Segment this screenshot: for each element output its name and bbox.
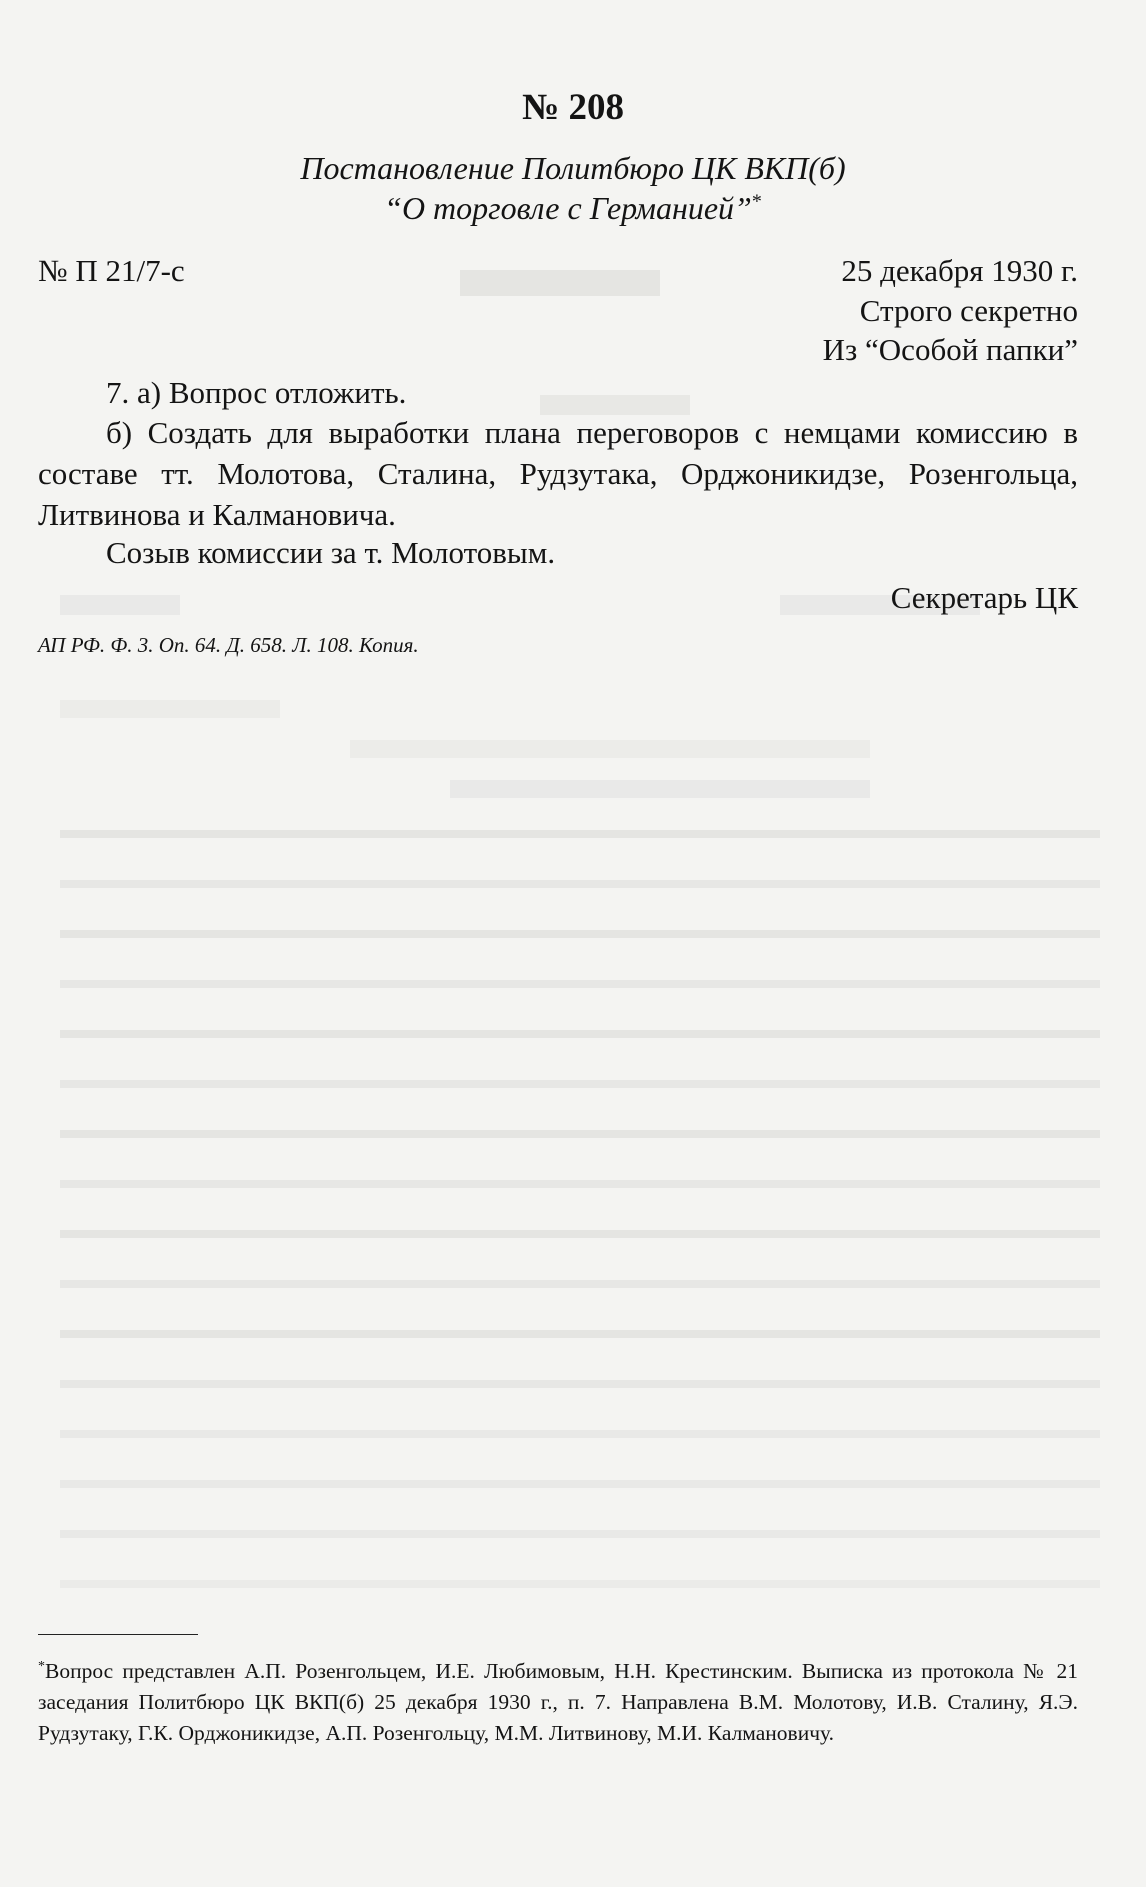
paragraph-item-b: б) Создать для выработки плана переговоров с немцами комиссию в составе тт. Молотова, Сталина, Рудзутака, Орджоникидзе, Розенгольца, Литвинова и Калмановича. (38, 415, 1078, 532)
title-footnote-mark: * (751, 190, 762, 213)
paragraph-item-a: 7. а) Вопрос отложить. (106, 375, 407, 410)
document-number: № 208 (522, 87, 624, 128)
signature: Секретарь ЦК (890, 580, 1078, 615)
source-folder: Из “Особой папки” (822, 332, 1078, 367)
footnote-mark: * (38, 1658, 45, 1674)
footnote-text: Вопрос представлен А.П. Розенгольцем, И.Е. Любимовым, Н.Н. Крестинским. Выписка из протокола № 21 заседания Политбюро ЦК ВКП(б) 25 декабря 1930 г., п. 7. Направлена В.М. Молотову, И.В. Сталину, Я.Э. Рудзутаку, Г.К. Орджоникидзе, А.П. Розенгольцу, М.М. Литвинову, М.И. Калмановичу. (38, 1659, 1078, 1745)
footnote-divider (38, 1634, 198, 1635)
classification-label: Строго секретно (859, 293, 1078, 328)
protocol-reference: № П 21/7-с (38, 253, 185, 288)
footnote (38, 1656, 1078, 1749)
document-date: 25 декабря 1930 г. (841, 253, 1078, 288)
paragraph-item-c: Созыв комиссии за т. Молотовым. (106, 535, 556, 570)
subtitle-text: “О торговле с Германией” (384, 190, 752, 226)
document-subtitle (0, 190, 1146, 227)
document-title: Постановление Политбюро ЦК ВКП(б) (300, 150, 846, 186)
archive-reference: АП РФ. Ф. 3. Оп. 64. Д. 658. Л. 108. Копия. (38, 633, 419, 657)
